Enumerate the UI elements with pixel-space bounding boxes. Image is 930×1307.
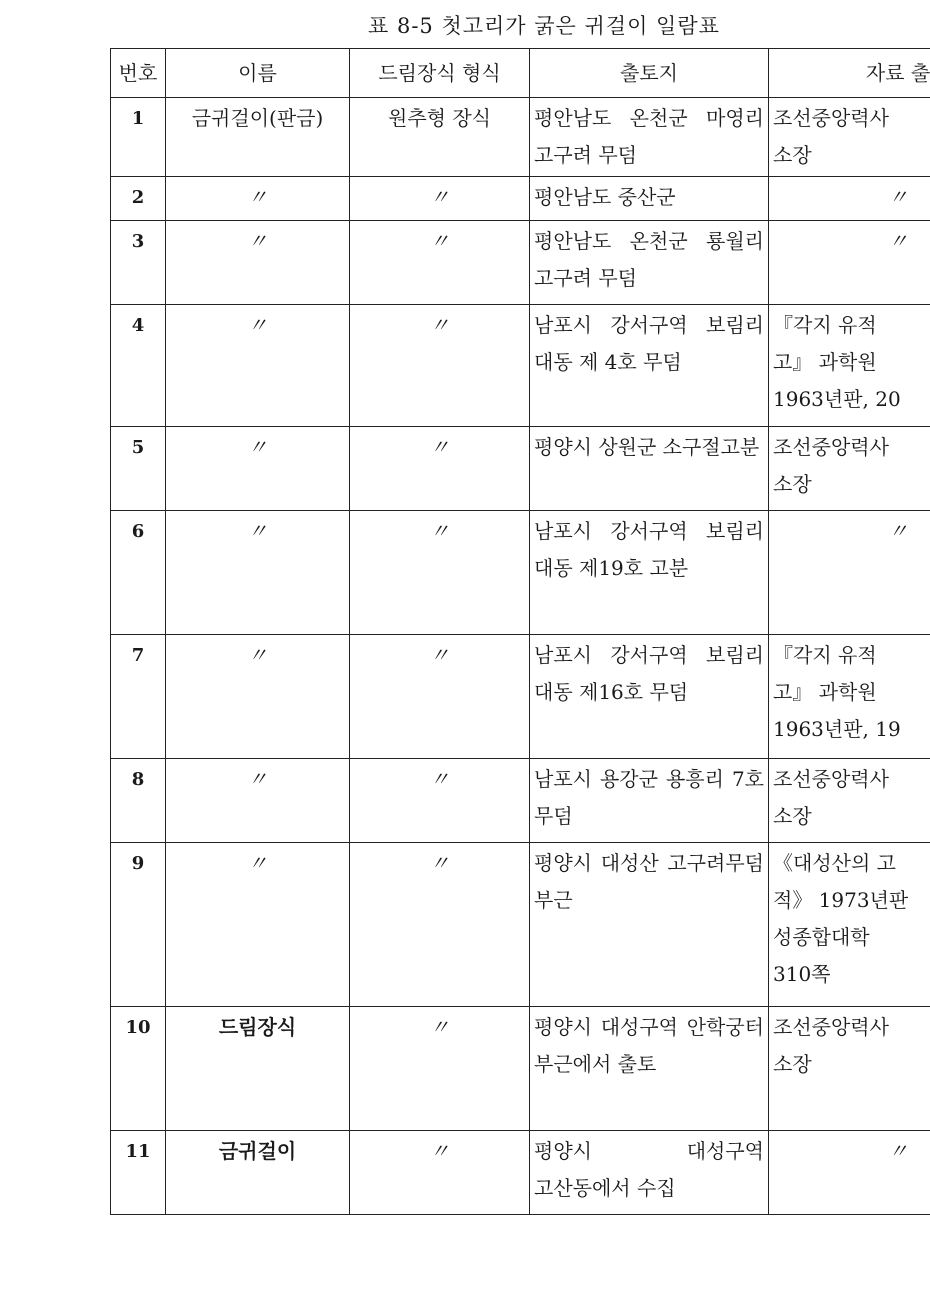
row-site: 남포시 강서구역 보림리 대동 제 4호 무덤 <box>530 305 769 427</box>
table-row <box>111 177 930 221</box>
header-form: 드림장식 형식 <box>350 49 530 98</box>
row-number: 9 <box>111 843 166 1007</box>
row-name: 〃 <box>166 635 350 759</box>
row-source: 『각지 유적 고』 과학원 1963년판, 19 <box>769 635 930 759</box>
row-form: 〃 <box>350 511 530 635</box>
header-row <box>111 49 930 98</box>
row-site: 평양시 상원군 소구절고분 <box>530 427 769 511</box>
row-name: 〃 <box>166 843 350 1007</box>
row-source: 조선중앙력사 소장 <box>769 427 930 511</box>
row-number: 10 <box>111 1007 166 1131</box>
row-form: 원추형 장식 <box>350 98 530 177</box>
header-name: 이름 <box>166 49 350 98</box>
earring-table <box>110 48 930 1215</box>
row-source: 조선중앙력사 소장 <box>769 98 930 177</box>
row-site: 평안남도 온천군 마영리 고구려 무덤 <box>530 98 769 177</box>
row-name: 드림장식 <box>166 1007 350 1131</box>
header-source: 자료 출 <box>769 49 930 98</box>
row-name: 〃 <box>166 511 350 635</box>
row-number: 3 <box>111 221 166 305</box>
row-source: 〃 <box>769 1131 930 1215</box>
row-site: 평안남도 중산군 <box>530 177 769 221</box>
row-form: 〃 <box>350 427 530 511</box>
row-name: 〃 <box>166 759 350 843</box>
row-form: 〃 <box>350 221 530 305</box>
table-row <box>111 843 930 1007</box>
row-source: 조선중앙력사 소장 <box>769 759 930 843</box>
row-number: 11 <box>111 1131 166 1215</box>
row-source: 〃 <box>769 511 930 635</box>
table-row <box>111 759 930 843</box>
row-number: 5 <box>111 427 166 511</box>
row-site: 평양시 대성구역 고산동에서 수집 <box>530 1131 769 1215</box>
row-number: 1 <box>111 98 166 177</box>
row-form: 〃 <box>350 1007 530 1131</box>
row-form: 〃 <box>350 1131 530 1215</box>
row-site: 남포시 용강군 용흥리 7호 무덤 <box>530 759 769 843</box>
table-row <box>111 98 930 177</box>
table-row <box>111 635 930 759</box>
row-name: 금귀걸이 <box>166 1131 350 1215</box>
row-form: 〃 <box>350 305 530 427</box>
row-source: 『각지 유적 고』 과학원 1963년판, 20 <box>769 305 930 427</box>
row-source: 〃 <box>769 177 930 221</box>
row-site: 평양시 대성구역 안학궁터 부근에서 출토 <box>530 1007 769 1131</box>
row-form: 〃 <box>350 759 530 843</box>
row-name: 금귀걸이(판금) <box>166 98 350 177</box>
table-row <box>111 511 930 635</box>
row-form: 〃 <box>350 843 530 1007</box>
row-number: 6 <box>111 511 166 635</box>
row-form: 〃 <box>350 635 530 759</box>
row-name: 〃 <box>166 221 350 305</box>
table-row <box>111 1131 930 1215</box>
row-site: 남포시 강서구역 보림리 대동 제19호 고분 <box>530 511 769 635</box>
table-row <box>111 305 930 427</box>
row-number: 8 <box>111 759 166 843</box>
table-title: 표 8-5 첫고리가 굵은 귀걸이 일람표 <box>368 14 720 38</box>
row-source: 《대성산의 고 적》 1973년판 성종합대학 310쪽 <box>769 843 930 1007</box>
row-form: 〃 <box>350 177 530 221</box>
row-name: 〃 <box>166 305 350 427</box>
row-site: 평양시 대성산 고구려무덤 부근 <box>530 843 769 1007</box>
row-source: 〃 <box>769 221 930 305</box>
table-row <box>111 221 930 305</box>
row-source: 조선중앙력사 소장 <box>769 1007 930 1131</box>
row-site: 남포시 강서구역 보림리 대동 제16호 무덤 <box>530 635 769 759</box>
header-number: 번호 <box>111 49 166 98</box>
row-site: 평안남도 온천군 룡월리 고구려 무덤 <box>530 221 769 305</box>
row-number: 2 <box>111 177 166 221</box>
row-number: 7 <box>111 635 166 759</box>
row-name: 〃 <box>166 427 350 511</box>
row-number: 4 <box>111 305 166 427</box>
row-name: 〃 <box>166 177 350 221</box>
table-row <box>111 1007 930 1131</box>
header-site: 출토지 <box>530 49 769 98</box>
table-row <box>111 427 930 511</box>
